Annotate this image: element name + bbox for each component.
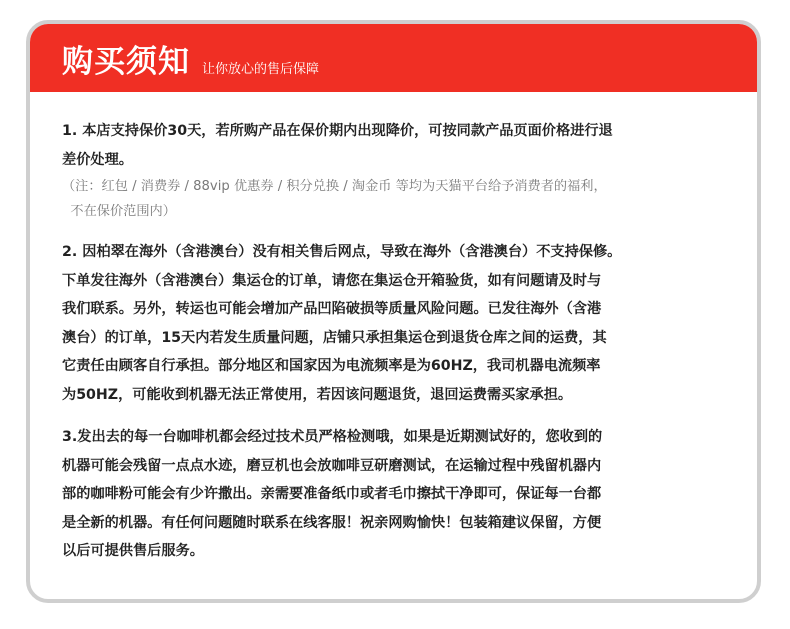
notice-note: 不在保价范围内） bbox=[62, 204, 176, 219]
notice-header bbox=[30, 24, 757, 92]
notice-text: 我们联系。另外，转运也可能会增加产品凹陷破损等质量风险问题。已发往海外（含港 bbox=[62, 301, 602, 317]
notice-text: 以后可提供售后服务。 bbox=[62, 543, 204, 559]
notice-text: 机器可能会残留一点点水迹，磨豆机也会放咖啡豆研磨测试，在运输过程中残留机器内 bbox=[62, 457, 602, 474]
notice-text: 2. 因柏翠在海外（含港澳台）没有相关售后网点，导致在海外（含港澳台）不支持保修。 bbox=[62, 244, 622, 260]
notice-text: 差价处理。 bbox=[62, 151, 133, 168]
page-subtitle: 让你放心的售后保障 bbox=[202, 62, 320, 77]
notice-text: 部的咖啡粉可能会有少许撒出。亲需要准备纸巾或者毛巾擦拭干净即可，保证每一台都 bbox=[62, 486, 602, 502]
notice-text: 为50HZ，可能收到机器无法正常使用，若因该问题退货，退回运费需买家承担。 bbox=[62, 386, 573, 403]
purchase-notice-card bbox=[26, 20, 761, 603]
notice-text: 1. 本店支持保价30天，若所购产品在保价期内出现降价，可按同款产品页面价格进行退 bbox=[62, 123, 613, 139]
notice-text: 澳台）的订单，15天内若发生质量问题，店铺只承担集运仓到退货仓库之间的运费，其 bbox=[62, 329, 607, 346]
notice-item-3 bbox=[62, 423, 757, 566]
notice-item-2 bbox=[62, 238, 757, 409]
notice-text: 它责任由顾客自行承担。部分地区和国家因为电流频率是为60HZ，我司机器电流频率 bbox=[62, 358, 601, 374]
notice-content bbox=[30, 92, 757, 566]
notice-item-1 bbox=[62, 117, 757, 224]
notice-text: 下单发往海外（含港澳台）集运仓的订单，请您在集运仓开箱验货，如有问题请及时与 bbox=[62, 272, 602, 289]
notice-text: 是全新的机器。有任何问题随时联系在线客服！祝亲网购愉快！包装箱建议保留，方便 bbox=[62, 514, 602, 531]
page-title: 购买须知 bbox=[62, 44, 190, 80]
notice-note: （注：红包 / 消费券 / 88vip 优惠券 / 积分兑换 / 淘金币 等均为天猫平台给予消费者的福利， bbox=[62, 179, 607, 194]
notice-text: 3.发出去的每一台咖啡机都会经过技术员严格检测哦，如果是近期测试好的，您收到的 bbox=[62, 429, 603, 445]
